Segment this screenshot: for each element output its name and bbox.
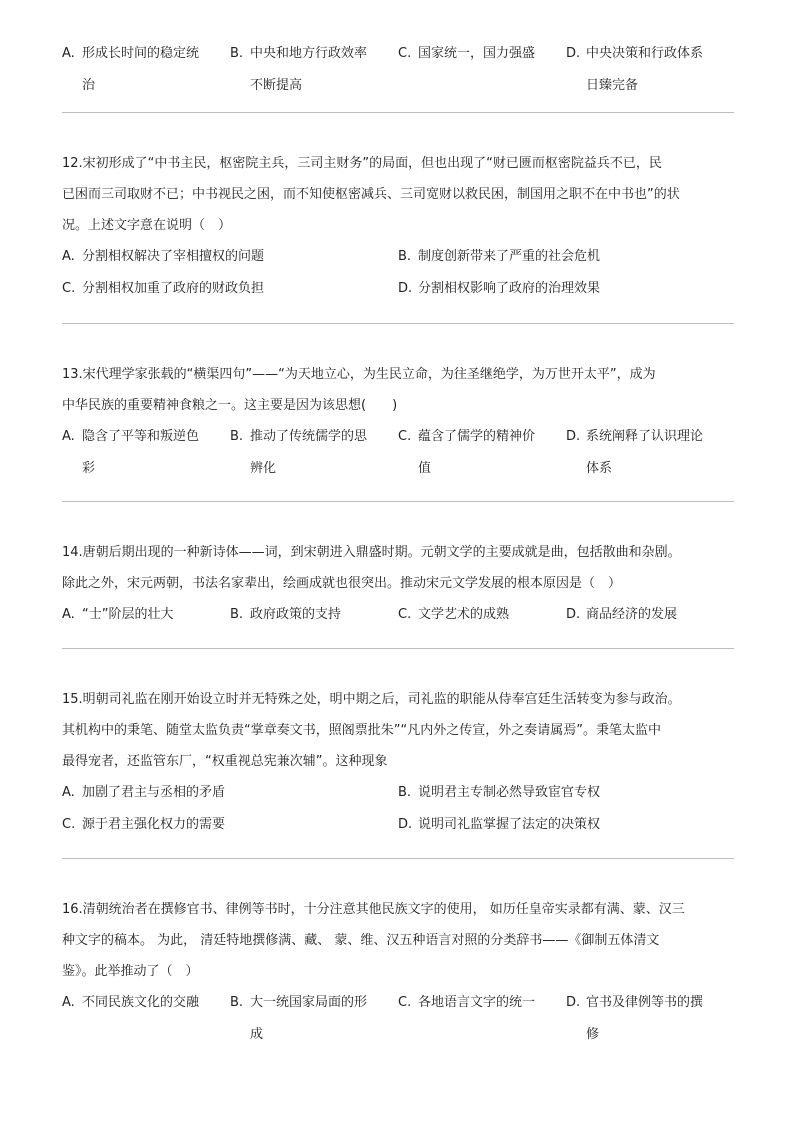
question-12 [62, 148, 734, 305]
option-b[interactable]: B. 中央和地方行政效率 不断提高 [230, 46, 368, 93]
option-b[interactable]: B. 说明君主专制必然导致宦官专权 [398, 785, 601, 800]
option-d[interactable]: D. 说明司礼监掌握了法定的决策权 [398, 817, 601, 832]
option-c[interactable]: C. 源于君主强化权力的需要 [62, 817, 226, 832]
option-b[interactable]: B. 推动了传统儒学的思 辨化 [230, 429, 368, 476]
option-c[interactable]: C. 各地语言文字的统一 [398, 995, 536, 1010]
question-stem: 14.唐朝后期出现的一种新诗体——词，到宋朝进入鼎盛时期。元朝文学的主要成就是曲，包括散曲和杂剧。 除此之外，宋元两朝，书法名家辈出，绘画成就也很突出。推动宋元文学发展的根本原因是（ ） [62, 545, 681, 591]
divider [62, 858, 734, 859]
option-b[interactable]: B. 制度创新带来了严重的社会危机 [398, 249, 601, 264]
divider [62, 648, 734, 649]
question-stem: 13.宋代理学家张载的“横渠四句”——“为天地立心，为生民立命，为往圣继绝学，为万世开太平”，成为 中华民族的重要精神食粮之一。这主要是因为该思想( ) [62, 367, 656, 413]
divider [62, 112, 734, 113]
question-11-options [62, 38, 734, 102]
option-b[interactable]: B. 大一统国家局面的形 成 [230, 995, 368, 1042]
question-stem: 12.宋初形成了“中书主民，枢密院主兵，三司主财务”的局面，但也出现了“财已匮而枢密院益兵不已，民 已困而三司取财不已；中书视民之困，而不知使枢密减兵、三司宽财以救民困，制国用之职不在中书也”的状 况。上述文字意在说明（ ） [62, 156, 680, 233]
divider [62, 501, 734, 502]
option-c[interactable]: C. 文学艺术的成熟 [398, 607, 510, 622]
option-a[interactable]: A. 不同民族文化的交融 [62, 995, 200, 1010]
option-c[interactable]: C. 分割相权加重了政府的财政负担 [62, 281, 265, 296]
option-c[interactable]: C. 国家统一，国力强盛 [398, 46, 536, 61]
option-d[interactable]: D. 中央决策和行政体系 日臻完备 [566, 46, 704, 93]
question-15 [62, 684, 734, 841]
question-13 [62, 359, 734, 485]
option-d[interactable]: D. 系统阐释了认识理论 体系 [566, 429, 704, 476]
question-16 [62, 894, 734, 1051]
option-b[interactable]: B. 政府政策的支持 [230, 607, 342, 622]
option-a[interactable]: A. “士”阶层的壮大 [62, 607, 174, 622]
option-a[interactable]: A. 隐含了平等和叛逆色 彩 [62, 429, 200, 476]
question-stem: 16.清朝统治者在撰修官书、律例等书时，十分注意其他民族文字的使用， 如历任皇帝实录都有满、蒙、汉三 种文字的稿本。 为此， 清廷特地撰修满、藏、 蒙、维、汉五种语言对照的分类辞书——《御制五体清文 鉴》。此举推动了（ ） [62, 902, 685, 979]
question-stem: 15.明朝司礼监在刚开始设立时并无特殊之处，明中期之后，司礼监的职能从侍奉宫廷生活转变为参与政治。 其机构中的秉笔、随堂太监负责“掌章奏文书，照阁票批朱”“凡内外之传宣，外之奏请属焉”。秉笔太监中 最得宠者，还监管东厂，“权重视总宪兼次辅”。这种现象 [62, 692, 681, 769]
divider [62, 323, 734, 324]
option-a[interactable]: A. 加剧了君主与丞相的矛盾 [62, 785, 226, 800]
option-d[interactable]: D. 官书及律例等书的撰 修 [566, 995, 704, 1042]
option-a[interactable]: A. 分割相权解决了宰相擅权的问题 [62, 249, 265, 264]
option-c[interactable]: C. 蕴含了儒学的精神价 值 [398, 429, 536, 476]
option-a[interactable]: A. 形成长时间的稳定统 治 [62, 46, 200, 93]
option-d[interactable]: D. 商品经济的发展 [566, 607, 678, 622]
question-14 [62, 537, 734, 631]
option-d[interactable]: D. 分割相权影响了政府的治理效果 [398, 281, 601, 296]
